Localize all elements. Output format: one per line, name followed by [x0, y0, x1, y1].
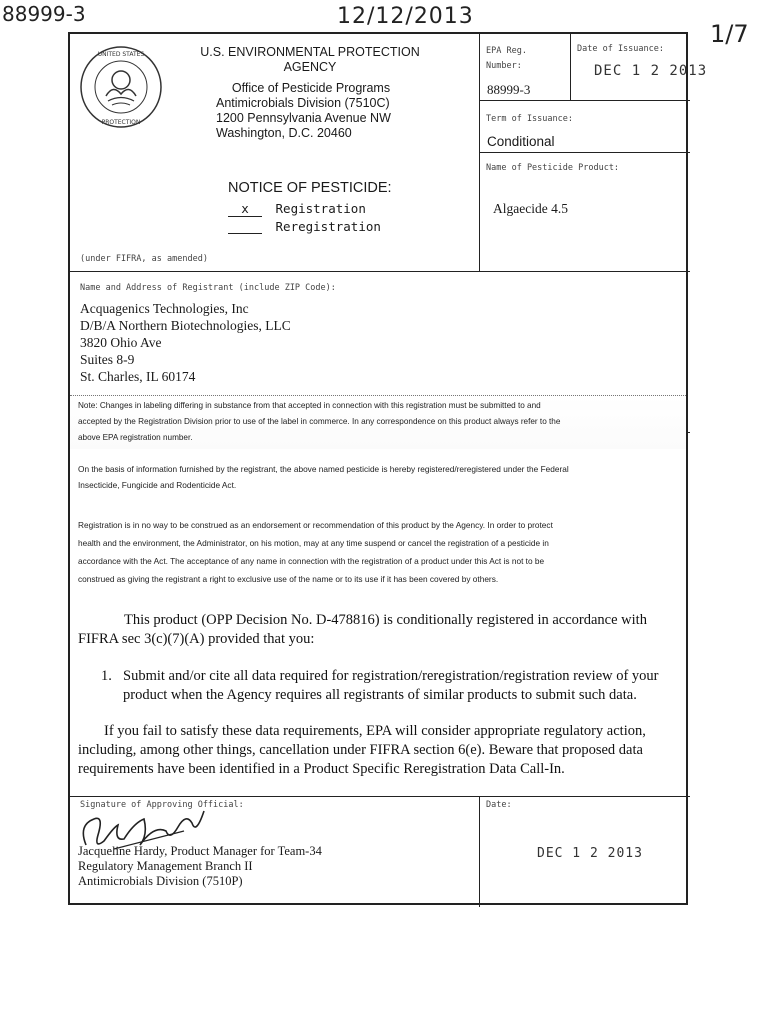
warning-line: requirements have been identified in a Product Specific Reregistration Data Call-In.	[78, 761, 565, 777]
signatory-block	[78, 844, 322, 889]
svg-text:UNITED STATES: UNITED STATES	[97, 51, 145, 58]
registration-mark: x	[228, 201, 262, 217]
agency-header	[180, 45, 440, 75]
reregistration-mark	[228, 219, 262, 234]
registrant-line: D/B/A Northern Biotechnologies, LLC	[80, 318, 291, 333]
term-value: Conditional	[487, 134, 555, 149]
reregistration-option	[228, 219, 381, 234]
signatory-line: Jacqueline Hardy, Product Manager for Team-34	[78, 844, 322, 858]
signature-date-stamp: DEC 1 2 2013	[537, 846, 643, 861]
agency-line: U.S. ENVIRONMENTAL PROTECTION	[200, 45, 420, 59]
disclaimer-text	[78, 516, 688, 588]
registration-label: Registration	[275, 201, 366, 216]
note-line: above EPA registration number.	[78, 433, 193, 442]
issuance-label: Date of Issuance:	[577, 44, 664, 54]
disclaimer-line: construed as giving the registrant a right to exclusive use of the name or to its use if it has been covered by others.	[78, 574, 499, 584]
condition-item-line: product when the Agency requires all registrants of similar products to submit such data.	[123, 687, 637, 703]
reregistration-label: Reregistration	[275, 219, 381, 234]
conditions-warning	[78, 722, 690, 779]
under-fifra: (under FIFRA, as amended)	[80, 254, 208, 264]
issuance-date-stamp: DEC 1 2 2013	[594, 63, 708, 79]
epa-seal-logo	[78, 44, 164, 130]
condition-item	[123, 667, 693, 705]
epa-reg-value: 88999-3	[487, 82, 531, 97]
basis-text	[78, 461, 688, 493]
svg-text:PROTECTION: PROTECTION	[101, 119, 141, 126]
handwritten-reg-number: 88999-3	[2, 2, 86, 26]
basis-line: On the basis of information furnished by the registrant, the above named pesticide is hereby registered/reregistered under the Federal	[78, 464, 569, 474]
registration-option	[228, 201, 366, 217]
handwritten-date: 12/12/2013	[337, 4, 474, 29]
product-name-value: Algaecide 4.5	[493, 201, 568, 216]
agency-line: 1200 Pennsylvania Avenue NW	[216, 111, 391, 125]
warning-line: If you fail to satisfy these data requirements, EPA will consider appropriate regulatory action,	[104, 723, 646, 739]
disclaimer-line: accordance with the Act. The acceptance of any name in connection with the registration of a product under this Act is not to be	[78, 556, 545, 566]
agency-line: AGENCY	[283, 60, 337, 74]
registrant-label: Name and Address of Registrant (include ZIP Code):	[80, 283, 336, 293]
signature-date-label: Date:	[486, 800, 512, 810]
registrant-address	[80, 300, 291, 385]
agency-line: Office of Pesticide Programs	[231, 81, 391, 95]
notice-title: NOTICE OF PESTICIDE:	[228, 180, 392, 196]
condition-item-number: 1.	[101, 668, 112, 684]
epa-reg-label: EPA Reg. Number:	[486, 46, 527, 71]
agency-line: Antimicrobials Division (7510C)	[216, 96, 390, 110]
disclaimer-line: health and the environment, the Administrator, on his motion, may at any time suspend or cancel the registration of a pesticide in	[78, 538, 549, 548]
signature-label: Signature of Approving Official:	[80, 800, 244, 810]
agency-address	[216, 81, 416, 141]
note-line: Note: Changes in labeling differing in substance from that accepted in connection with this registration must be submitted to and	[78, 401, 541, 410]
basis-line: Insecticide, Fungicide and Rodenticide Act.	[78, 480, 237, 490]
agency-line: Washington, D.C. 20460	[216, 126, 352, 140]
note-text	[78, 398, 688, 446]
signatory-line: Antimicrobials Division (7510P)	[78, 874, 243, 888]
disclaimer-line: Registration is in no way to be construed as an endorsement or recommendation of this product by the Agency. In order to protect	[78, 520, 553, 530]
note-line: accepted by the Registration Division prior to use of the label in commerce. In any correspondence on this product always refer to the	[78, 417, 561, 426]
registrant-line: 3820 Ohio Ave	[80, 335, 162, 350]
warning-line: including, among other things, cancellation under FIFRA section 6(e). Beware that proposed data	[78, 742, 643, 758]
condition-item-line: Submit and/or cite all data required for registration/reregistration/registration review of your	[123, 668, 659, 684]
conditions-intro	[78, 611, 688, 649]
conditions-line: This product (OPP Decision No. D-478816) is conditionally registered in accordance with	[124, 612, 647, 628]
registrant-line: St. Charles, IL 60174	[80, 369, 196, 384]
registrant-line: Acquagenics Technologies, Inc	[80, 301, 249, 316]
handwritten-page-number: 1/7	[710, 20, 749, 48]
conditions-line: FIFRA sec 3(c)(7)(A) provided that you:	[78, 631, 315, 647]
term-label: Term of Issuance:	[486, 114, 573, 124]
registrant-line: Suites 8-9	[80, 352, 135, 367]
signatory-line: Regulatory Management Branch II	[78, 859, 253, 873]
product-name-label: Name of Pesticide Product:	[486, 163, 620, 173]
